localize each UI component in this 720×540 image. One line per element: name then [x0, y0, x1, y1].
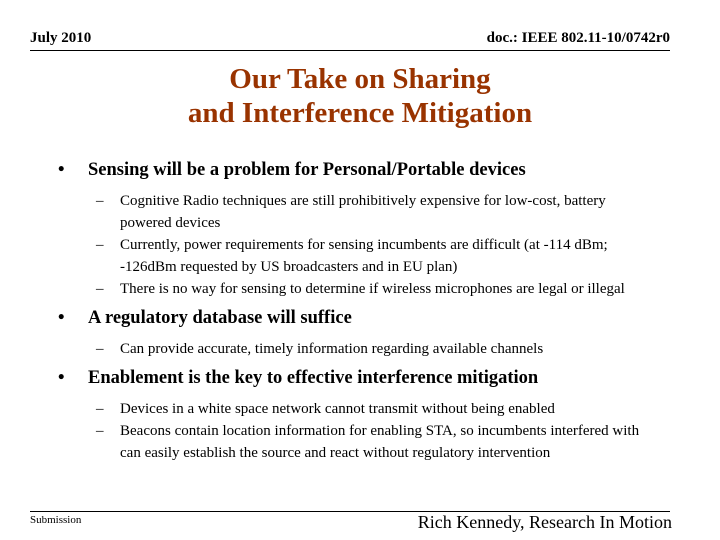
sub-list-sensing: [30, 190, 670, 300]
footer-submission: Submission: [30, 514, 82, 526]
slide-title-line-1: Our Take on Sharing: [229, 63, 491, 95]
bullet-marker: •: [58, 368, 65, 388]
dash-marker: –: [96, 237, 104, 253]
sub-item-text: Beacons contain location information for enabling STA, so incumbents interfered with can easily establish the source and react without regulatory intervention: [120, 423, 640, 461]
bullet-marker: •: [58, 160, 65, 180]
sub-item-text: Can provide accurate, timely information regarding available channels: [120, 341, 544, 357]
slide-title: [0, 62, 720, 130]
footer-author: Rich Kennedy, Research In Motion: [417, 512, 672, 532]
sub-item-text: Currently, power requirements for sensing incumbents are difficult (at -114 dBm; -126dBm requested by US broadcasters and in EU plan): [120, 237, 608, 275]
dash-marker: –: [96, 193, 104, 209]
bullet-sensing: [30, 158, 670, 182]
sub-item: [30, 278, 646, 300]
slide-body: [30, 158, 670, 470]
header-doc-id: doc.: IEEE 802.11-10/0742r0: [486, 30, 670, 46]
dash-marker: –: [96, 423, 104, 439]
header-date: July 2010: [30, 30, 92, 46]
slide-title-line-2: and Interference Mitigation: [187, 97, 533, 129]
sub-item-text: There is no way for sensing to determine if wireless microphones are legal or illegal: [120, 281, 625, 297]
sub-item: [30, 190, 646, 234]
sub-item-text: Devices in a white space network cannot transmit without being enabled: [120, 401, 555, 417]
bullet-text: Enablement is the key to effective interference mitigation: [88, 368, 539, 388]
dash-marker: –: [96, 281, 104, 297]
bullet-enablement: [30, 366, 670, 390]
bullet-marker: •: [58, 308, 65, 328]
sub-item: [30, 234, 646, 278]
dash-marker: –: [96, 341, 104, 357]
sub-item: [30, 338, 646, 360]
sub-item: [30, 420, 646, 464]
sub-list-enablement: [30, 398, 670, 464]
dash-marker: –: [96, 401, 104, 417]
bullet-text: Sensing will be a problem for Personal/Portable devices: [88, 160, 526, 180]
sub-item-text: Cognitive Radio techniques are still prohibitively expensive for low-cost, battery powered devices: [120, 193, 606, 231]
sub-list-database: [30, 338, 670, 360]
sub-item: [30, 398, 646, 420]
bullet-text: A regulatory database will suffice: [88, 308, 352, 328]
bullet-database: [30, 306, 670, 330]
header-divider: [30, 50, 670, 51]
